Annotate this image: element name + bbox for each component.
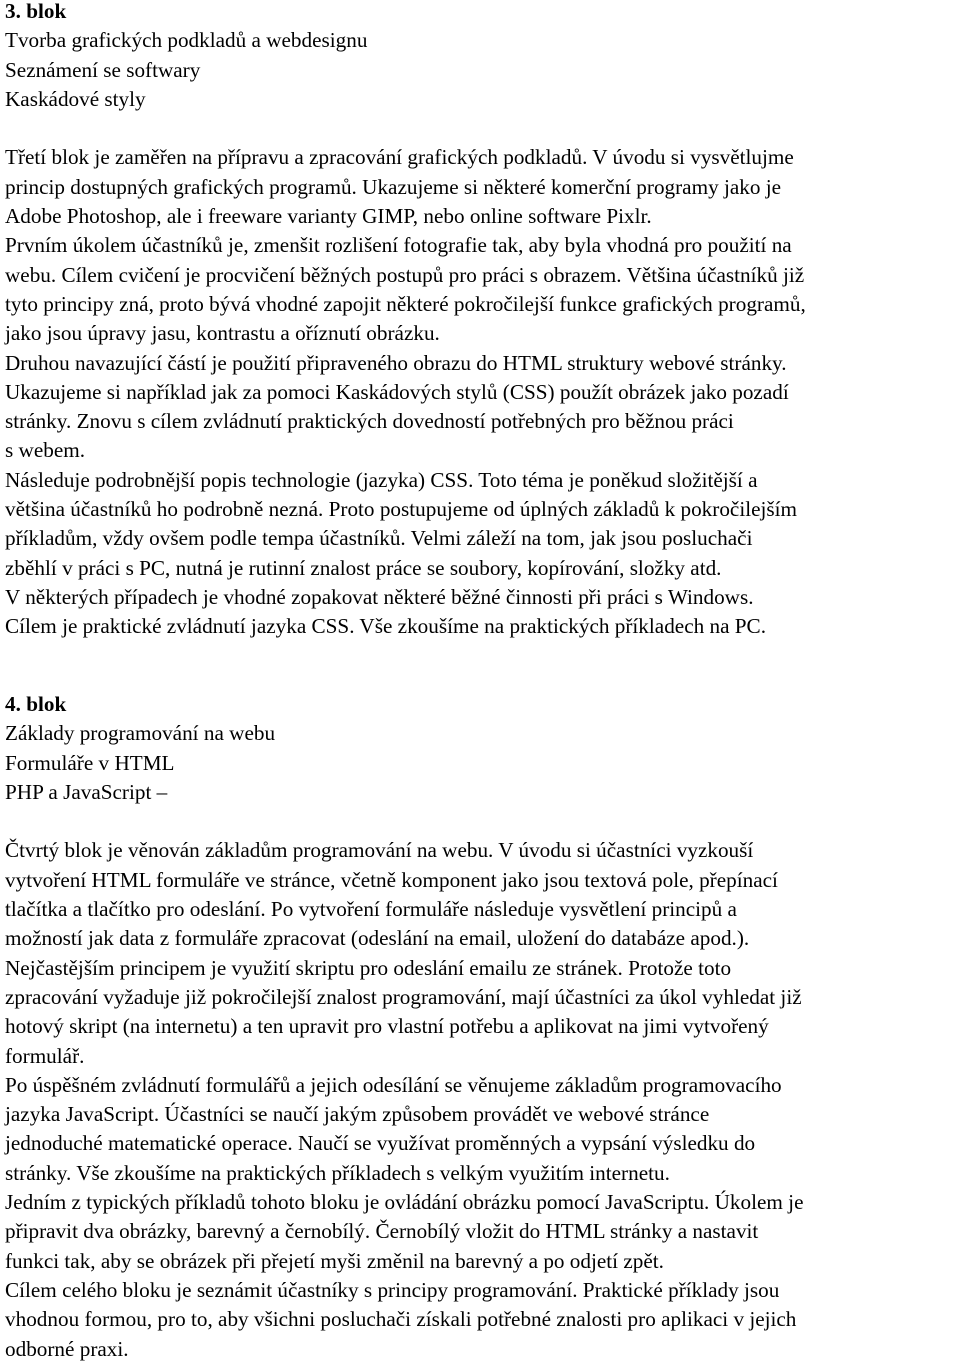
text-line: stránky. Znovu s cílem zvládnutí praktických dovedností potřebných pro běžnou práci [5, 409, 734, 434]
text-line: s webem. [5, 438, 86, 463]
text-line: Čtvrtý blok je věnován základům programování na webu. V úvodu si účastníci vyzkouší [5, 838, 754, 863]
text-line: Adobe Photoshop, ale i freeware varianty GIMP, nebo online software Pixlr. [5, 204, 652, 229]
text-line: zběhlí v práci s PC, nutná je rutinní znalost práce se soubory, kopírování, složky atd. [5, 555, 722, 580]
text-line: Následuje podrobnější popis technologie (jazyka) CSS. Toto téma je poněkud složitější a [5, 467, 758, 492]
text-line: většina účastníků ho podrobně nezná. Proto postupujeme od úplných základů k pokročilejším [5, 497, 798, 522]
text-line: zpracování vyžaduje již pokročilejší znalost programování, mají účastníci za úkol vyhledat již [5, 984, 802, 1009]
text-line: hotový skript (na internetu) a ten upravit pro vlastní potřebu a aplikovat na jimi vytvořený [5, 1014, 769, 1039]
text-line: funkci tak, aby se obrázek při přejetí myši změnil na barevný a po odjetí zpět. [5, 1248, 664, 1273]
text-line: odborné praxi. [5, 1336, 129, 1361]
block-4-section [5, 690, 960, 1364]
text-line: jazyka JavaScript. Účastníci se naučí jakým způsobem provádět ve webové stránce [5, 1102, 710, 1127]
text-line: vhodnou formou, pro to, aby všichni posluchači získali potřebné znalosti pro aplikaci v jejich [5, 1307, 797, 1332]
text-line: stránky. Vše zkoušíme na praktických příkladech s velkým využitím internetu. [5, 1160, 670, 1185]
text-line: možností jak data z formuláře zpracovat (odeslání na email, uložení do databáze apod.). [5, 926, 750, 951]
text-line: V některých případech je vhodné zopakovat některé běžné činnosti při práci s Windows. [5, 584, 754, 609]
text-line: Ukazujeme si například jak za pomoci Kaskádových stylů (CSS) použít obrázek jako pozadí [5, 379, 789, 404]
text-line: připravit dva obrázky, barevný a černobílý. Černobílý vložit do HTML stránky a nastavit [5, 1219, 759, 1244]
text-line: Nejčastějším principem je využití skriptu pro odeslání emailu ze stránek. Protože toto [5, 955, 732, 980]
text-line: Prvním úkolem účastníků je, zmenšit rozlišení fotografie tak, aby byla vhodná pro použití na [5, 233, 792, 258]
text-line: jako jsou úpravy jasu, kontrastu a oříznutí obrázku. [5, 321, 440, 346]
block-3-subtitle: Seznámení se softwary [5, 57, 201, 82]
block-4-subtitle: PHP a JavaScript – [5, 779, 168, 804]
block-3-subtitle: Kaskádové styly [5, 86, 146, 111]
text-line: vytvoření HTML formuláře ve stránce, včetně komponent jako jsou textová pole, přepínací [5, 867, 778, 892]
text-line: jednoduché matematické operace. Naučí se využívat proměnných a vypsání výsledku do [5, 1131, 756, 1156]
block-3-paragraph [5, 143, 960, 641]
spacer [5, 807, 960, 836]
text-line: příkladům, vždy ovšem podle tempa účastníků. Velmi záleží na tom, jak jsou posluchači [5, 526, 753, 551]
block-4-subtitle: Základy programování na webu [5, 721, 276, 746]
text-line: tlačítka a tlačítko pro odeslání. Po vytvoření formuláře následuje vysvětlení principů a [5, 897, 737, 922]
text-line: Cílem celého bloku je seznámit účastníky s principy programování. Praktické příklady jsou [5, 1277, 780, 1302]
block-4-heading: 4. blok [5, 692, 67, 716]
block-3-heading: 3. blok [5, 0, 67, 23]
document-page [5, 0, 960, 1361]
text-line: webu. Cílem cvičení je procvičení běžných postupů pro práci s obrazem. Většina účastníků již [5, 262, 805, 287]
text-line: Druhou navazující částí je použití připraveného obrazu do HTML struktury webové stránky. [5, 350, 787, 375]
text-line: Cílem je praktické zvládnutí jazyka CSS. Vše zkoušíme na praktických příkladech na PC. [5, 614, 766, 639]
block-4-paragraph [5, 836, 960, 1363]
spacer [5, 114, 960, 143]
text-line: Po úspěšném zvládnutí formulářů a jejich odesílání se věnujeme základům programovacího [5, 1072, 782, 1097]
text-line: Jedním z typických příkladů tohoto bloku je ovládání obrázku pomocí JavaScriptu. Úkolem je [5, 1190, 804, 1215]
block-4-subtitle: Formuláře v HTML [5, 750, 175, 775]
text-line: formulář. [5, 1043, 85, 1068]
block-3-subtitle: Tvorba grafických podkladů a webdesignu [5, 28, 368, 53]
text-line: tyto principy zná, proto bývá vhodné zapojit některé pokročilejší funkce grafických programů, [5, 291, 806, 316]
block-3-section [5, 0, 960, 642]
text-line: Třetí blok je zaměřen na přípravu a zpracování grafických podkladů. V úvodu si vysvětlujme [5, 145, 794, 170]
text-line: princip dostupných grafických programů. Ukazujeme si některé komerční programy jako je [5, 174, 782, 199]
